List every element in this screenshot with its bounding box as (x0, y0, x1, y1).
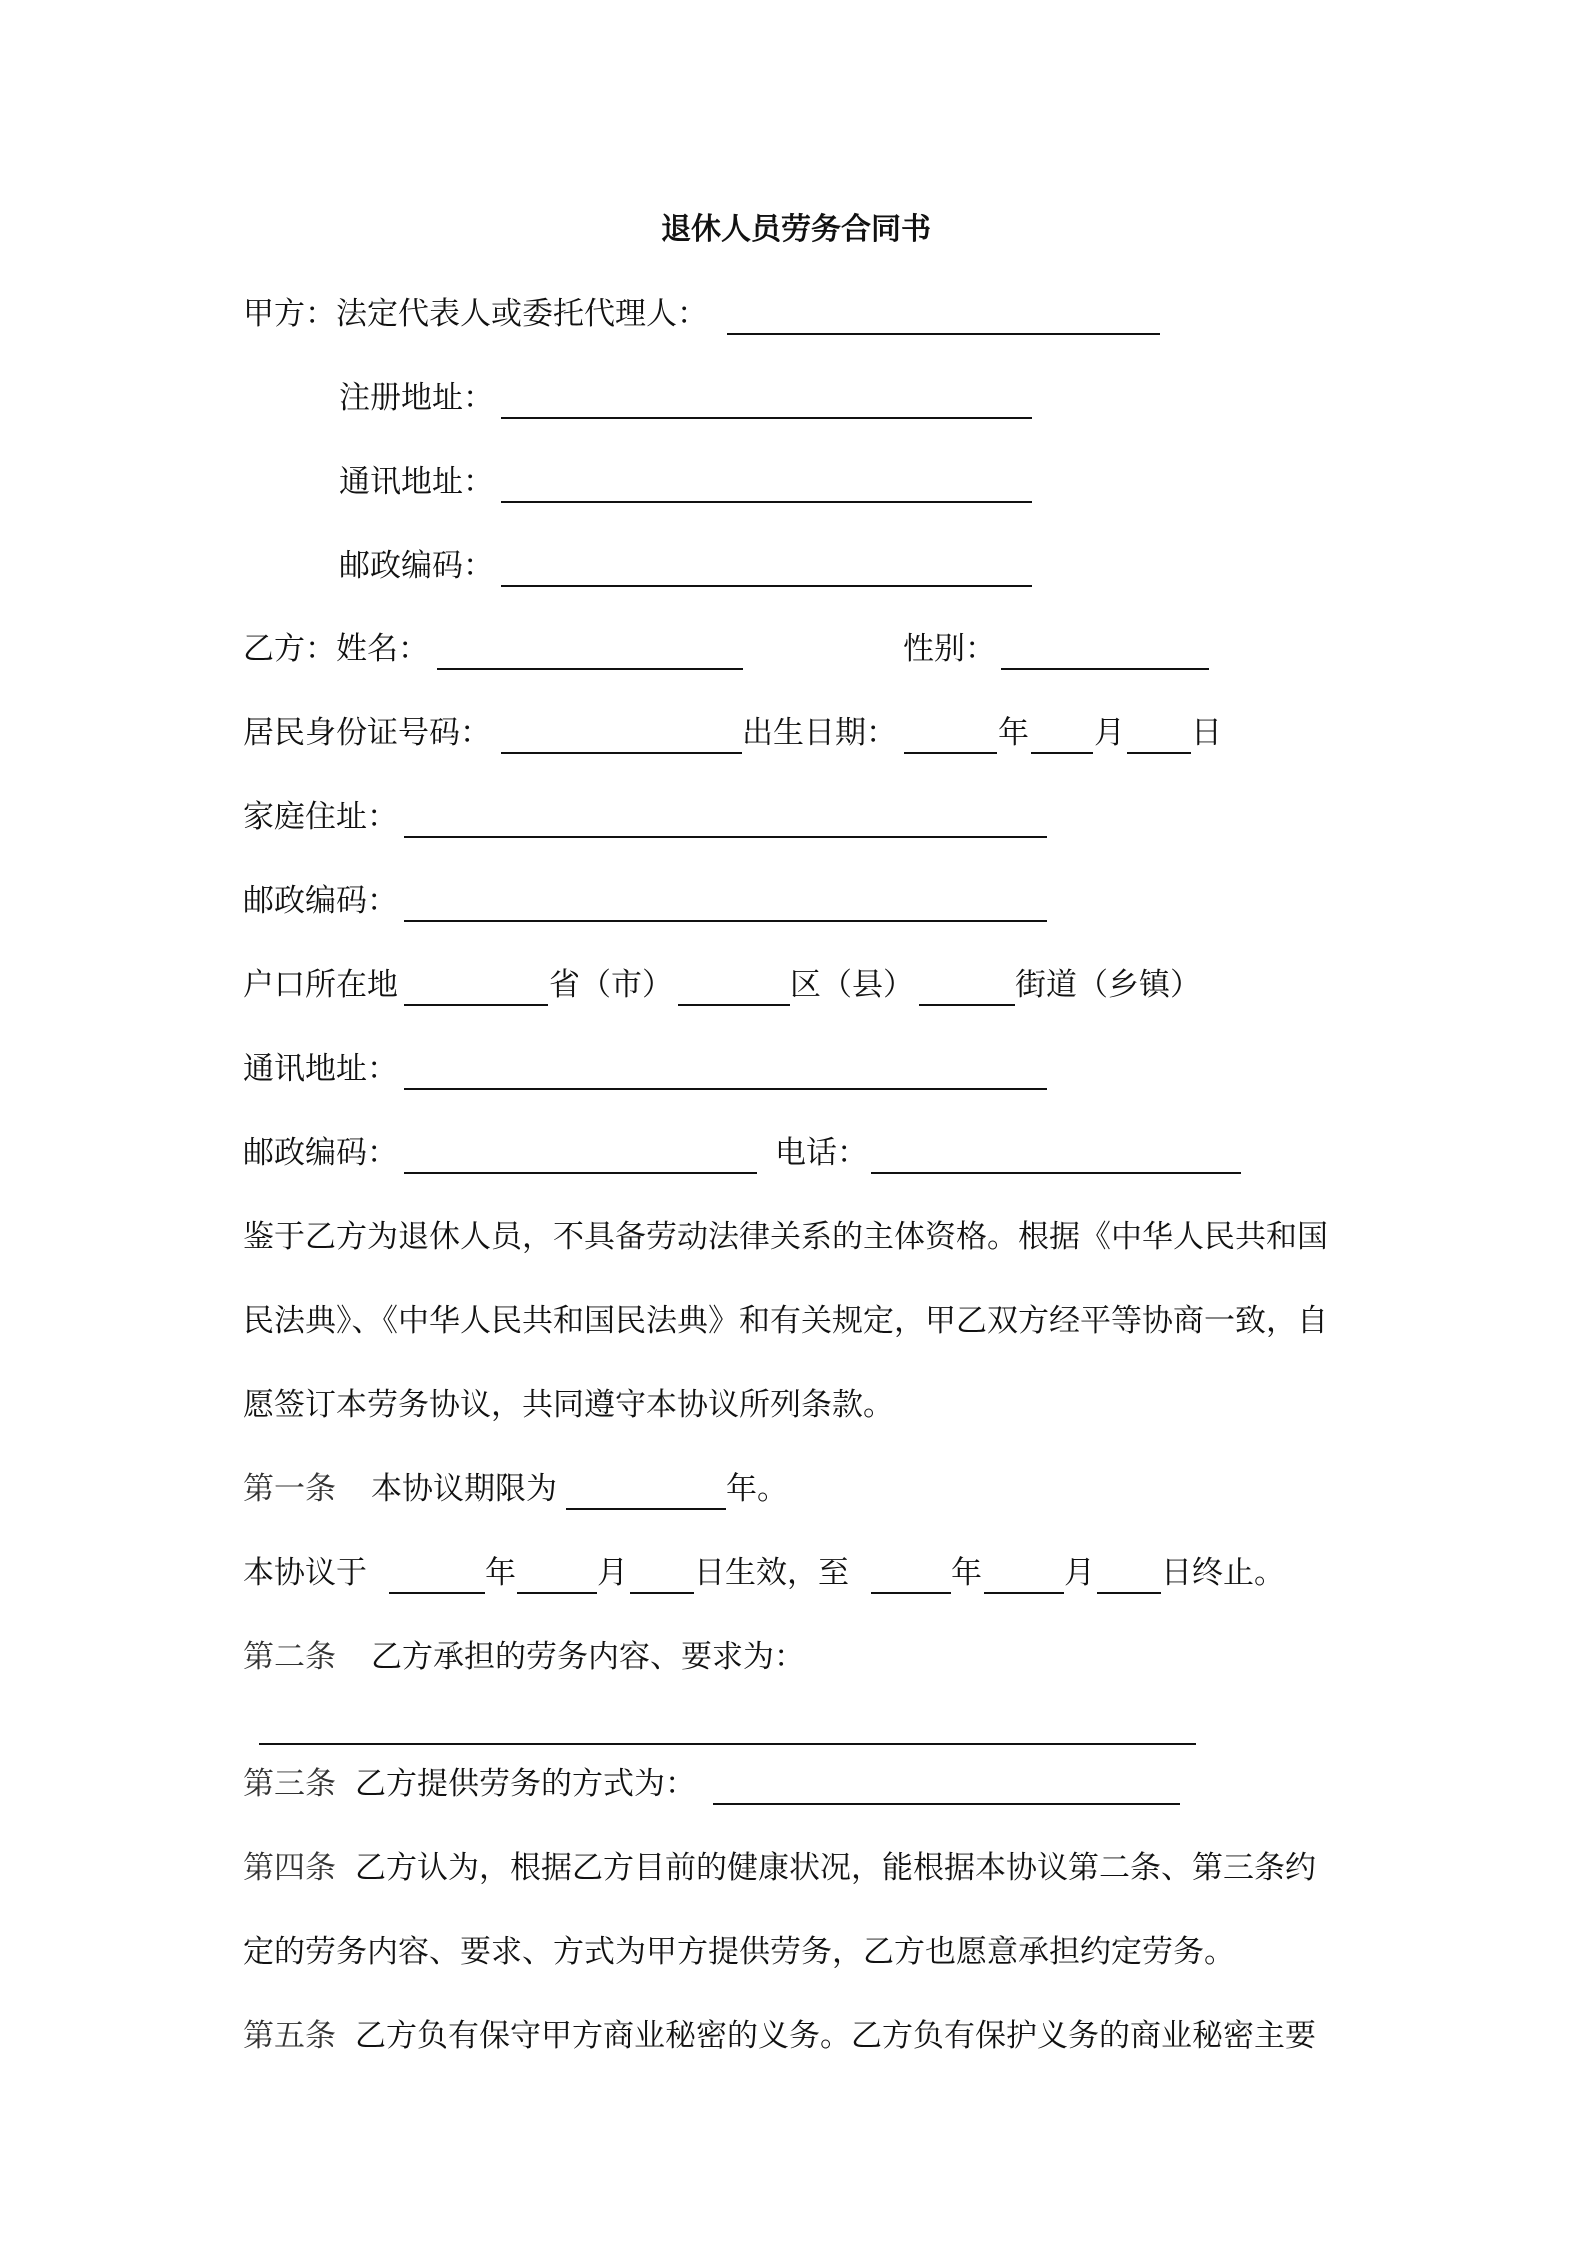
party-a-label: 甲方：法定代表人或委托代理人： (243, 296, 708, 332)
article-1-text: 本协议期限为 (371, 1471, 557, 1507)
article-4-line-2: 定的劳务内容、要求、方式为甲方提供劳务，乙方也愿意承担约定劳务。 (243, 1934, 1235, 1970)
birth-month-label: 月 (1094, 715, 1125, 751)
party-a-mailing-address-label: 通讯地址： (339, 464, 494, 500)
party-b-gender-field[interactable] (1001, 668, 1209, 670)
end-day-label: 日终止。 (1161, 1555, 1285, 1591)
party-b-phone-field[interactable] (871, 1172, 1241, 1174)
hukou-street-label: 街道（乡镇） (1015, 967, 1201, 1003)
party-b-id-label: 居民身份证号码： (243, 715, 491, 751)
party-b-id-field[interactable] (501, 752, 742, 754)
article-3-number: 第三条 (243, 1766, 336, 1802)
party-b-mailing-address-label: 通讯地址： (243, 1051, 398, 1087)
birth-month-field[interactable] (1031, 752, 1093, 754)
start-year-label: 年 (485, 1555, 516, 1591)
party-b-postal-code-field[interactable] (404, 920, 1047, 922)
party-b-name-field[interactable] (437, 668, 743, 670)
hukou-street-field[interactable] (919, 1004, 1015, 1006)
party-b-home-address-field[interactable] (404, 836, 1047, 838)
party-a-postal-code-label: 邮政编码： (339, 548, 494, 584)
service-content-field[interactable] (259, 1743, 1196, 1745)
article-4-number: 第四条 (243, 1850, 336, 1886)
party-a-representative-field[interactable] (727, 333, 1160, 335)
start-day-label: 日生效，至 (694, 1555, 849, 1591)
birth-day-label: 日 (1191, 715, 1222, 751)
article-1-suffix: 年。 (726, 1471, 788, 1507)
article-4-line-1: 乙方认为，根据乙方目前的健康状况，能根据本协议第二条、第三条约 (355, 1850, 1316, 1886)
party-b-home-address-label: 家庭住址： (243, 799, 398, 835)
party-b-gender-label: 性别： (903, 631, 996, 667)
party-b-postal-code2-label: 邮政编码： (243, 1135, 398, 1171)
party-a-mailing-address-field[interactable] (501, 501, 1032, 503)
end-day-field[interactable] (1097, 1592, 1161, 1594)
hukou-province-label: 省（市） (549, 967, 673, 1003)
start-month-label: 月 (597, 1555, 628, 1591)
effective-prefix: 本协议于 (243, 1555, 367, 1591)
term-years-field[interactable] (566, 1508, 726, 1510)
party-b-postal-code2-field[interactable] (404, 1172, 757, 1174)
birth-year-field[interactable] (904, 752, 997, 754)
hukou-label: 户口所在地 (243, 967, 398, 1003)
article-2-text: 乙方承担的劳务内容、要求为： (371, 1639, 805, 1675)
service-method-field[interactable] (713, 1803, 1180, 1805)
contract-title: 退休人员劳务合同书 (661, 212, 931, 247)
end-month-field[interactable] (984, 1592, 1064, 1594)
preamble-line-1: 鉴于乙方为退休人员，不具备劳动法律关系的主体资格。根据《中华人民共和国 (243, 1219, 1328, 1255)
party-a-registered-address-label: 注册地址： (339, 380, 494, 416)
preamble-line-2: 民法典》、《中华人民共和国民法典》和有关规定，甲乙双方经平等协商一致，自 (243, 1303, 1328, 1339)
article-3-text: 乙方提供劳务的方式为： (355, 1766, 696, 1802)
start-month-field[interactable] (517, 1592, 597, 1594)
hukou-district-label: 区（县） (790, 967, 914, 1003)
hukou-province-field[interactable] (404, 1004, 548, 1006)
party-b-phone-label: 电话： (775, 1135, 868, 1171)
party-a-postal-code-field[interactable] (501, 585, 1032, 587)
party-b-postal-code-label: 邮政编码： (243, 883, 398, 919)
article-5-number: 第五条 (243, 2018, 336, 2054)
hukou-district-field[interactable] (678, 1004, 790, 1006)
party-b-mailing-address-field[interactable] (404, 1088, 1047, 1090)
start-year-field[interactable] (389, 1592, 485, 1594)
article-1-number: 第一条 (243, 1471, 336, 1507)
article-2-number: 第二条 (243, 1639, 336, 1675)
party-b-name-label: 乙方：姓名： (243, 631, 429, 667)
party-b-birth-label: 出生日期： (742, 715, 897, 751)
end-month-label: 月 (1064, 1555, 1095, 1591)
end-year-field[interactable] (871, 1592, 951, 1594)
birth-day-field[interactable] (1127, 752, 1191, 754)
start-day-field[interactable] (630, 1592, 694, 1594)
birth-year-label: 年 (998, 715, 1029, 751)
end-year-label: 年 (951, 1555, 982, 1591)
preamble-line-3: 愿签订本劳务协议，共同遵守本协议所列条款。 (243, 1387, 894, 1423)
party-a-registered-address-field[interactable] (501, 417, 1032, 419)
article-5-line-1: 乙方负有保守甲方商业秘密的义务。乙方负有保护义务的商业秘密主要 (355, 2018, 1316, 2054)
